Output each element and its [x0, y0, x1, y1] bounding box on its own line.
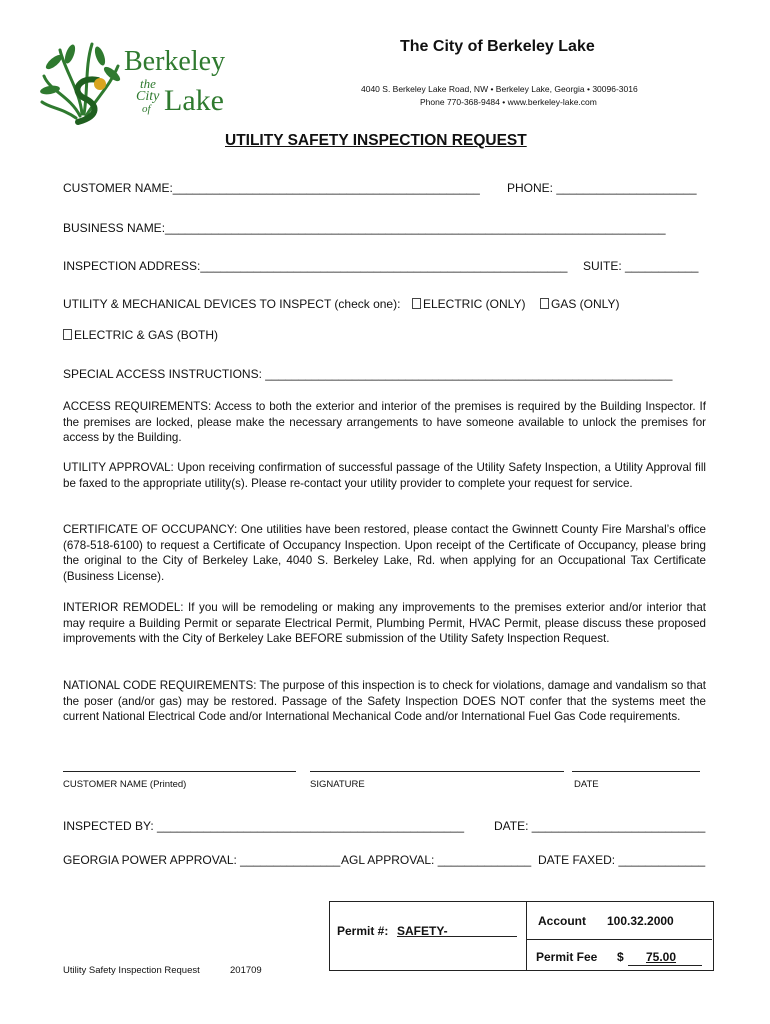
agl-approval-field[interactable]: AGL APPROVAL: ______________	[341, 853, 532, 867]
svg-text:the: the	[140, 76, 156, 91]
logo-word-lake: Lake	[164, 84, 224, 117]
permit-box-divider-vertical	[526, 901, 527, 970]
permit-number-label: Permit #:	[337, 924, 389, 938]
checkbox-icon[interactable]	[63, 329, 72, 340]
org-address: 4040 S. Berkeley Lake Road, NW • Berkeley Lake, Georgia • 30096-3016	[361, 84, 638, 94]
option-electric-gas-both[interactable]	[63, 328, 218, 342]
checkbox-icon[interactable]	[540, 298, 549, 309]
account-value: 100.32.2000	[607, 914, 674, 928]
permit-fee-value: 75.00	[646, 950, 677, 964]
permit-fee-underline	[628, 965, 702, 966]
date-faxed-field[interactable]: DATE FAXED: _____________	[538, 853, 706, 867]
logo-word-berkeley: Berkeley	[124, 46, 226, 77]
footer-doc-code: 201709	[230, 965, 262, 976]
devices-label: UTILITY & MECHANICAL DEVICES TO INSPECT (check one):	[63, 297, 401, 311]
special-access-field[interactable]: SPECIAL ACCESS INSTRUCTIONS: _____________________________________________________________	[63, 367, 673, 381]
account-label: Account	[538, 914, 586, 928]
permit-number-value[interactable]: SAFETY-	[397, 924, 448, 938]
footer-doc-name: Utility Safety Inspection Request	[63, 965, 200, 976]
logo-emblem-icon	[40, 36, 230, 126]
org-contact: Phone 770-368-9484 • www.berkeley-lake.com	[420, 97, 597, 107]
option-electric-only[interactable]	[412, 297, 525, 311]
permit-number-underline	[397, 936, 517, 937]
date-caption: DATE	[574, 779, 599, 790]
signature-caption: SIGNATURE	[310, 779, 365, 790]
georgia-power-approval-field[interactable]: GEORGIA POWER APPROVAL: _______________	[63, 853, 341, 867]
signature-line[interactable]	[310, 771, 564, 772]
permit-box-divider-horizontal	[526, 939, 712, 940]
national-code-paragraph: NATIONAL CODE REQUIREMENTS: The purpose of this inspection is to check for violations, damage and vandalism so that the poser (and/or gas) may be restored. Passage of the Safety Inspection DOES NOT confer that the systems meet the current National Electrical Code and/or International Mechanical Code and/or International Fuel Gas Code requirements.	[63, 679, 706, 723]
certificate-occupancy-paragraph: CERTIFICATE OF OCCUPANCY: One utilities have been restored, please contact the Gwinnett County Fire Marshal’s office (678-518-6100) to request a Certificate of Occupancy Inspection. Upon receipt of the Certificate of Occupancy, please bring the original to the City of Berkeley Lake, 4040 S. Berkeley Lake, Rd. when applying for an Occupational Tax Certificate (Business License).	[63, 523, 706, 583]
org-name: The City of Berkeley Lake	[400, 38, 595, 55]
option-gas-label: GAS (ONLY)	[551, 297, 620, 311]
interior-remodel-paragraph: INTERIOR REMODEL: If you will be remodeling or making any improvements to the premises exterior and/or interior that may require a Building Permit or separate Electrical Permit, Plumbing Permit, HVAC Permit, please discuss these proposed improvements with the City of Berkeley Lake BEFORE submission of the Utility Safety Inspection Request.	[63, 601, 706, 645]
option-gas-only[interactable]	[540, 297, 619, 311]
checkbox-icon[interactable]	[412, 298, 421, 309]
date-line[interactable]	[572, 771, 700, 772]
phone-field[interactable]: PHONE: _____________________	[507, 181, 697, 195]
permit-fee-label: Permit Fee	[536, 950, 598, 964]
option-both-label: ELECTRIC & GAS (BOTH)	[74, 328, 219, 342]
form-title: UTILITY SAFETY INSPECTION REQUEST	[225, 132, 527, 149]
option-electric-label: ELECTRIC (ONLY)	[423, 297, 526, 311]
customer-name-field[interactable]: CUSTOMER NAME:______________________________________________	[63, 181, 480, 195]
inspection-address-field[interactable]: INSPECTION ADDRESS:_______________________________________________________	[63, 259, 568, 273]
customer-printed-caption: CUSTOMER NAME (Printed)	[63, 779, 187, 790]
svg-text:of: of	[142, 103, 151, 115]
access-requirements-paragraph: ACCESS REQUIREMENTS: Access to both the exterior and interior of the premises is required by the Building Inspector. If the premises are locked, please make the necessary arrangements to have someone available to unlock the premises for access by the Building.	[63, 400, 706, 444]
business-name-field[interactable]: BUSINESS NAME:___________________________________________________________________________	[63, 221, 666, 235]
suite-field[interactable]: SUITE: ___________	[583, 259, 699, 273]
city-logo	[40, 36, 230, 126]
utility-approval-paragraph: UTILITY APPROVAL: Upon receiving confirmation of successful passage of the Utility Safety Inspection, a Utility Approval fill be faxed to the appropriate utility(s). Please re-contact your utility provider to complete your request for service.	[63, 461, 706, 490]
inspection-date-field[interactable]: DATE: __________________________	[494, 819, 706, 833]
permit-fee-currency: $	[617, 950, 624, 964]
svg-text:City: City	[136, 89, 160, 104]
inspected-by-field[interactable]: INSPECTED BY: ______________________________________________	[63, 819, 465, 833]
customer-name-line[interactable]	[63, 771, 296, 772]
